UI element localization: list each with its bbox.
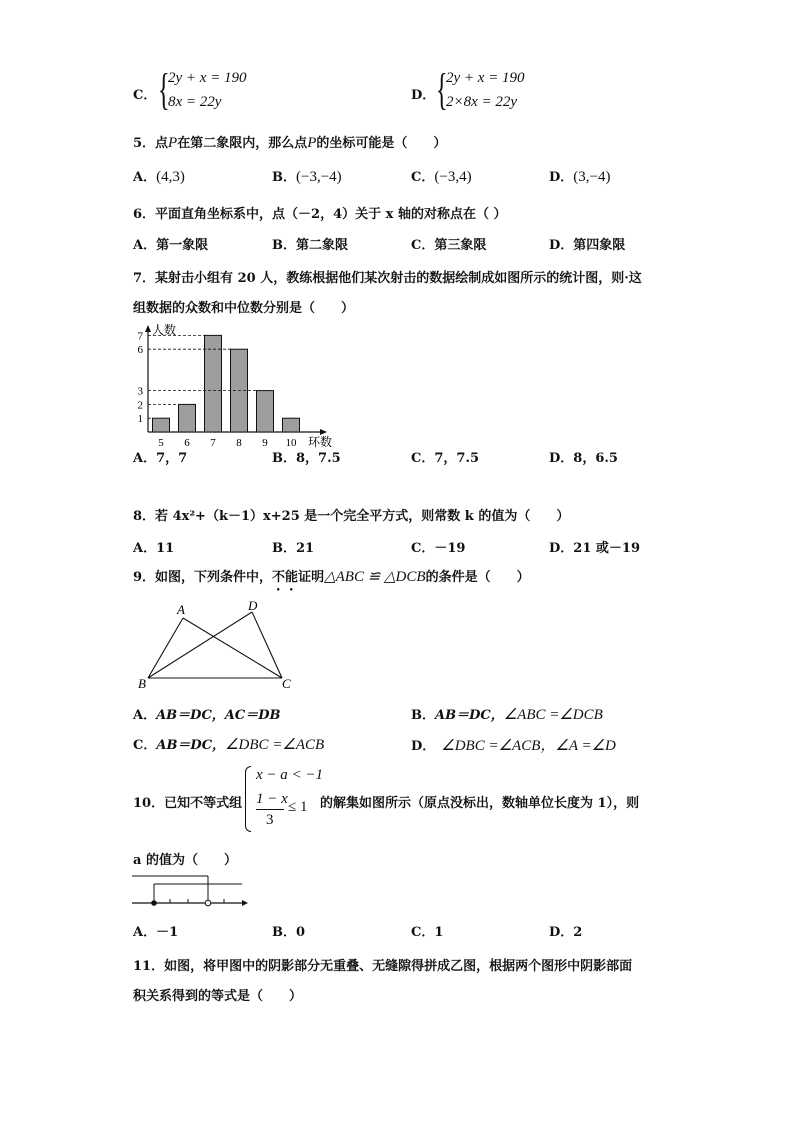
q10-ineq2-den: 3 [266, 812, 274, 828]
q9-option-c-value: AB＝DC， [156, 738, 226, 753]
open-circle [205, 900, 211, 906]
q5-var-p: P [168, 135, 178, 151]
q9-option-b-label: B． [411, 708, 435, 723]
q8-option-c-value: －19 [434, 541, 466, 556]
q6-option-d-value: 第四象限 [573, 238, 626, 253]
q6-option-d[interactable] [549, 234, 625, 253]
q7-option-b-label: B． [272, 451, 296, 466]
q8-option-d[interactable] [549, 537, 640, 556]
q5-option-d-value: (3,−4) [573, 169, 611, 185]
q10-stem-prefix: 10．已知不等式组 [133, 796, 243, 811]
q6-option-c-value: 第三象限 [434, 238, 487, 253]
q9-option-a-value: AB＝DC，AC＝DB [156, 708, 281, 723]
q11-stem-line2: 积关系得到的等式是（ ） [133, 989, 303, 1004]
q10-ineq1: x − a < −1 [256, 767, 324, 783]
y-tick-label-2: 2 [137, 399, 143, 412]
x-tick-label-10: 10 [285, 437, 297, 449]
q5-stem [133, 132, 446, 152]
q5-option-c-label: C． [411, 170, 435, 185]
q11-stem-line1: 11．如图，将甲图中的阴影部分无重叠、无缝隙得拼成乙图，根据两个图形中阴影部面 [133, 959, 633, 974]
q5-option-d-label: D． [549, 170, 574, 185]
x-tick-label-5: 5 [158, 437, 164, 449]
q5-stem-mid: 在第二象限内，那么点 [177, 136, 308, 151]
q10-frac-bar [256, 809, 284, 810]
q8-option-a-label: A． [133, 541, 157, 556]
q4-option-c-label: C． [133, 88, 157, 103]
q8-option-a[interactable] [133, 537, 174, 556]
q10-ineq2-rel: ≤ 1 [288, 799, 308, 815]
q10-option-a[interactable] [133, 921, 178, 940]
q10-option-a-value: －1 [156, 925, 179, 940]
q6-option-a-label: A． [133, 238, 157, 253]
q4-option-d-brace: { [436, 65, 448, 114]
q9-option-c-math: ∠DBC =∠ACB [225, 737, 325, 753]
q9-stem-prefix: 9．如图，下列条件中， [133, 570, 273, 585]
q10-option-b-label: B． [272, 925, 296, 940]
q8-option-b[interactable] [272, 537, 314, 556]
q6-option-a[interactable] [133, 234, 208, 253]
q7-option-c-label: C． [411, 451, 435, 466]
q10-option-b[interactable] [272, 921, 305, 940]
q5-option-c[interactable] [411, 166, 472, 186]
point-d-label: D [248, 598, 258, 613]
q9-option-d-label: D． [411, 739, 436, 754]
q4-option-c-eq1: 2y + x = 190 [168, 70, 247, 86]
q9-option-a[interactable] [133, 704, 280, 723]
q5-option-a-label: A． [133, 170, 157, 185]
axis-arrow [242, 900, 248, 906]
q9-stem-math: △ABC ≌ △DCB [324, 569, 426, 585]
q10-option-a-label: A． [133, 925, 157, 940]
q9-option-d-math: ∠DBC =∠ACB，∠A =∠D [441, 738, 616, 754]
q7-option-d-label: D． [549, 451, 574, 466]
q6-option-c[interactable] [411, 234, 486, 253]
q5-option-d[interactable] [549, 166, 610, 186]
q9-triangle-figure [136, 598, 300, 690]
q10-option-b-value: 0 [296, 925, 306, 940]
y-axis-arrow [145, 325, 151, 332]
q10-number-line [130, 870, 250, 910]
q6-option-c-label: C． [411, 238, 435, 253]
q4-option-d-eq2: 2×8x = 22y [446, 94, 518, 110]
q5-option-a-value: (4,3) [156, 169, 185, 185]
q10-stem-line2: a 的值为（ ） [133, 853, 237, 868]
x-tick-label-6: 6 [184, 437, 190, 449]
segment-dc [252, 612, 282, 678]
q9-stem-emph: 不能 [272, 570, 299, 585]
q4-option-d-eq1: 2y + x = 190 [446, 70, 525, 86]
q10-option-c[interactable] [411, 921, 443, 940]
q6-option-d-label: D． [549, 238, 574, 253]
solid-dot [151, 900, 157, 906]
y-tick-label-7: 7 [137, 330, 143, 343]
x-tick-label-9: 9 [262, 437, 268, 449]
bar-7 [205, 335, 222, 432]
q9-stem-mid: 证明 [298, 570, 325, 585]
segment-ac [183, 618, 282, 678]
q5-option-a[interactable] [133, 166, 185, 186]
q7-option-b-value: 8，7.5 [296, 451, 341, 466]
bar-10 [283, 418, 300, 432]
q10-brace [245, 766, 251, 832]
segment-db [148, 612, 252, 678]
q10-option-d-label: D． [549, 925, 574, 940]
q9-stem-suffix: 的条件是（ ） [425, 570, 530, 585]
q4-option-c-brace: { [158, 65, 170, 114]
q9-option-a-label: A． [133, 708, 157, 723]
y-tick-label-6: 6 [137, 344, 143, 357]
q4-option-c-eq2: 8x = 22y [168, 94, 222, 110]
q5-option-c-value: (−3,4) [434, 169, 472, 185]
q5-stem-prefix: 5．点 [133, 136, 169, 151]
q8-option-a-value: 11 [156, 541, 175, 556]
q7-option-b[interactable] [272, 447, 341, 466]
q9-option-b[interactable] [411, 704, 603, 724]
q7-option-a-label: A． [133, 451, 157, 466]
q8-option-c-label: C． [411, 541, 435, 556]
x-tick-label-7: 7 [210, 437, 216, 449]
q5-option-b[interactable] [272, 166, 342, 186]
q9-option-c[interactable] [133, 734, 324, 754]
q6-option-b-value: 第二象限 [296, 238, 349, 253]
q6-stem: 6．平面直角坐标系中，点（－2，4）关于 x 轴的对称点在（ ） [133, 207, 507, 222]
x-axis-label: 环数 [308, 435, 333, 449]
q8-option-c[interactable] [411, 537, 465, 556]
q7-stem-line1: 7．某射击小组有 20 人，教练根据他们某次射击的数据绘制成如图所示的统计图，则·这 [133, 271, 642, 286]
y-axis-label: 人数 [152, 323, 177, 337]
q10-option-d-value: 2 [573, 925, 583, 940]
q8-option-d-value: 21 或－19 [573, 541, 640, 556]
q6-option-b-label: B． [272, 238, 296, 253]
q8-option-d-label: D． [549, 541, 574, 556]
q10-stem-suffix: 的解集如图所示（原点没标出，数轴单位长度为 1），则 [320, 796, 640, 811]
q7-stem-line2: 组数据的众数和中位数分别是（ ） [133, 301, 355, 316]
q8-option-b-value: 21 [296, 541, 315, 556]
q9-option-b-math: ∠ABC =∠DCB [503, 707, 603, 723]
q7-option-c[interactable] [411, 447, 479, 466]
q5-stem-suffix: 的坐标可能是（ ） [316, 136, 447, 151]
q7-bar-chart [128, 322, 348, 449]
q6-option-a-value: 第一象限 [156, 238, 209, 253]
q10-ineq2-num: 1 − x [256, 791, 288, 807]
q4-option-d-label: D． [411, 88, 436, 103]
q7-option-a-value: 7，7 [156, 451, 188, 466]
q8-stem: 8．若 4x²+（k－1）x+25 是一个完全平方式，则常数 k 的值为（ ） [133, 509, 570, 524]
x-tick-label-8: 8 [236, 437, 242, 449]
q9-option-b-value: AB＝DC， [435, 708, 504, 723]
q5-var-p2: P [307, 135, 317, 151]
point-b-label: B [138, 676, 146, 691]
q7-option-d-value: 8，6.5 [573, 451, 618, 466]
q5-option-b-label: B． [272, 170, 296, 185]
point-c-label: C [282, 676, 291, 691]
bar-9 [257, 391, 274, 432]
point-a-label: A [177, 602, 185, 617]
segment-ab [148, 618, 183, 678]
q7-option-d[interactable] [549, 447, 618, 466]
y-tick-label-3: 3 [137, 385, 143, 398]
q5-option-b-value: (−3,−4) [296, 169, 342, 185]
q7-option-a[interactable] [133, 447, 187, 466]
bar-6 [179, 404, 196, 432]
q9-option-d[interactable] [411, 734, 616, 755]
q10-option-d[interactable] [549, 921, 582, 940]
y-tick-label-1: 1 [137, 413, 143, 426]
q9-option-c-label: C． [133, 738, 157, 753]
q8-option-b-label: B． [272, 541, 296, 556]
bar-5 [153, 418, 170, 432]
q9-stem [133, 566, 530, 594]
q6-option-b[interactable] [272, 234, 348, 253]
q10-option-c-value: 1 [434, 925, 444, 940]
q10-option-c-label: C． [411, 925, 435, 940]
q7-option-c-value: 7，7.5 [434, 451, 480, 466]
